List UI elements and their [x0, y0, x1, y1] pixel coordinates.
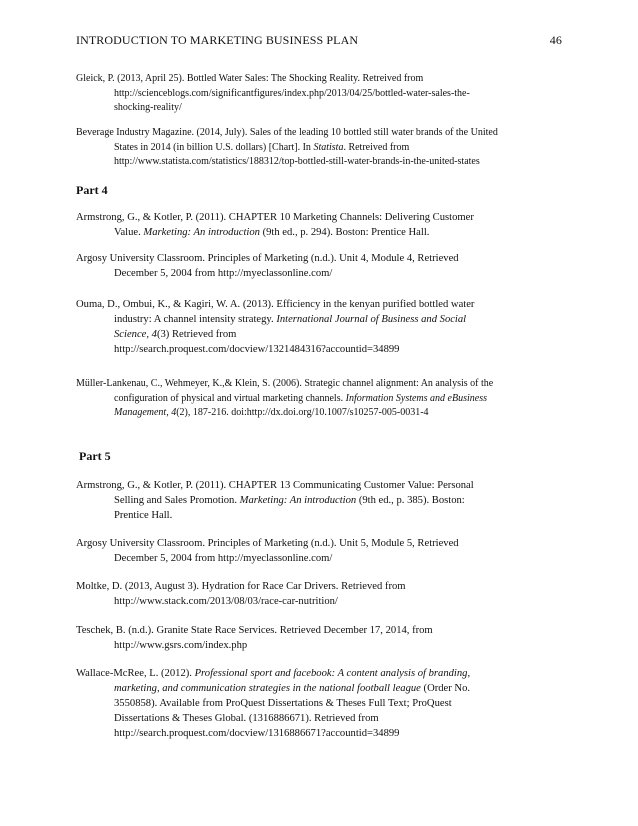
reference-gleick: Gleick, P. (2013, April 25). Bottled Water Sales: The Shocking Reality. Retreived from http://scienceblogs.com/significantfigures/index.php/2013/04/25/bottled-water-sales-the- shocking-reality/ [76, 72, 546, 116]
running-head: INTRODUCTION TO MARKETING BUSINESS PLAN [76, 33, 359, 47]
section-heading-part-5: Part 5 [79, 449, 111, 463]
reference-link[interactable]: http://www.gsrs.com/index.php [114, 640, 248, 651]
page-header [76, 33, 562, 48]
page-number: 46 [549, 33, 562, 47]
reference-link[interactable]: http://search.proquest.com/docview/1316886671?accountid=34899 [114, 728, 400, 739]
reference-armstrong-ch13: Armstrong, G., & Kotler, P. (2011). CHAPTER 13 Communicating Customer Value: Personal Selling and Sales Promotion. Marketing: An introduction (9th ed., p. 385). Boston: Prentice Hall. [76, 480, 474, 521]
reference-muller-lankenau: Müller-Lankenau, C., Wehmeyer, K.,& Klein, S. (2006). Strategic channel alignment: An analysis of the configuration of physical and virtual marketing channels. Information Systems and eBusiness Management, 4(2), 187-216. doi:http://dx.doi.org/10.1007/s10257-005-0031-4 [76, 378, 494, 419]
reference-ouma: Ouma, D., Ombui, K., & Kagiri, W. A. (2013). Efficiency in the kenyan purified bottled water industry: A channel intensity strategy. International Journal of Business and Social Science, 4(3) Retrieved from http://search.proquest.com/docview/1321484316?accountid=34899 [76, 297, 546, 357]
reference-link[interactable]: http://www.statista.com/statistics/188312/top-bottled-still-water-brands-in-the-united-states [114, 156, 480, 168]
reference-beverage-industry: Beverage Industry Magazine. (2014, July). Sales of the leading 10 bottled still water brands of the United States in 2014 (in billion U.S. dollars) [Chart]. In Statista. Retreived from http://www.statista.com/statistics/188312/top-bottled-still-water-brands-in-the-united-states [76, 126, 546, 170]
section-heading-part-4: Part 4 [76, 183, 108, 197]
reference-link[interactable]: http://scienceblogs.com/significantfigures/index.php/2013/04/25/bottled-water-sales-the- [114, 87, 470, 99]
reference-link[interactable]: shocking-reality/ [114, 102, 182, 114]
reference-argosy-unit5: Argosy University Classroom. Principles of Marketing (n.d.). Unit 5, Module 5, Retrieved December 5, 2004 from http://myeclassonline.com/ [76, 538, 459, 564]
reference-link[interactable]: http://www.stack.com/2013/08/03/race-car-nutrition/ [114, 596, 338, 607]
reference-armstrong-ch10: Armstrong, G., & Kotler, P. (2011). CHAPTER 10 Marketing Channels: Delivering Customer Value. Marketing: An introduction (9th ed., p. 294). Boston: Prentice Hall. [76, 212, 474, 238]
reference-link[interactable]: http://search.proquest.com/docview/1321484316?accountid=34899 [114, 344, 400, 355]
reference-wallace-mcree: Wallace-McRee, L. (2012). Professional sport and facebook: A content analysis of branding, marketing, and communication strategies in the national football league (Order No. 3550858). Available from ProQuest Dissertations & Theses Full Text; ProQuest Dissertations & Theses Global. (1316886671). Retrieved from http://search.proquest.com/docview/1316886671?accountid=34899 [76, 666, 546, 741]
reference-argosy-unit4: Argosy University Classroom. Principles of Marketing (n.d.). Unit 4, Module 4, Retrieved December 5, 2004 from http://myeclassonline.com/ [76, 253, 459, 279]
reference-moltke: Moltke, D. (2013, August 3). Hydration for Race Car Drivers. Retrieved from http://www.stack.com/2013/08/03/race-car-nutrition/ [76, 579, 546, 609]
reference-teschek: Teschek, B. (n.d.). Granite State Race Services. Retrieved December 17, 2014, from http://www.gsrs.com/index.php [76, 623, 546, 653]
